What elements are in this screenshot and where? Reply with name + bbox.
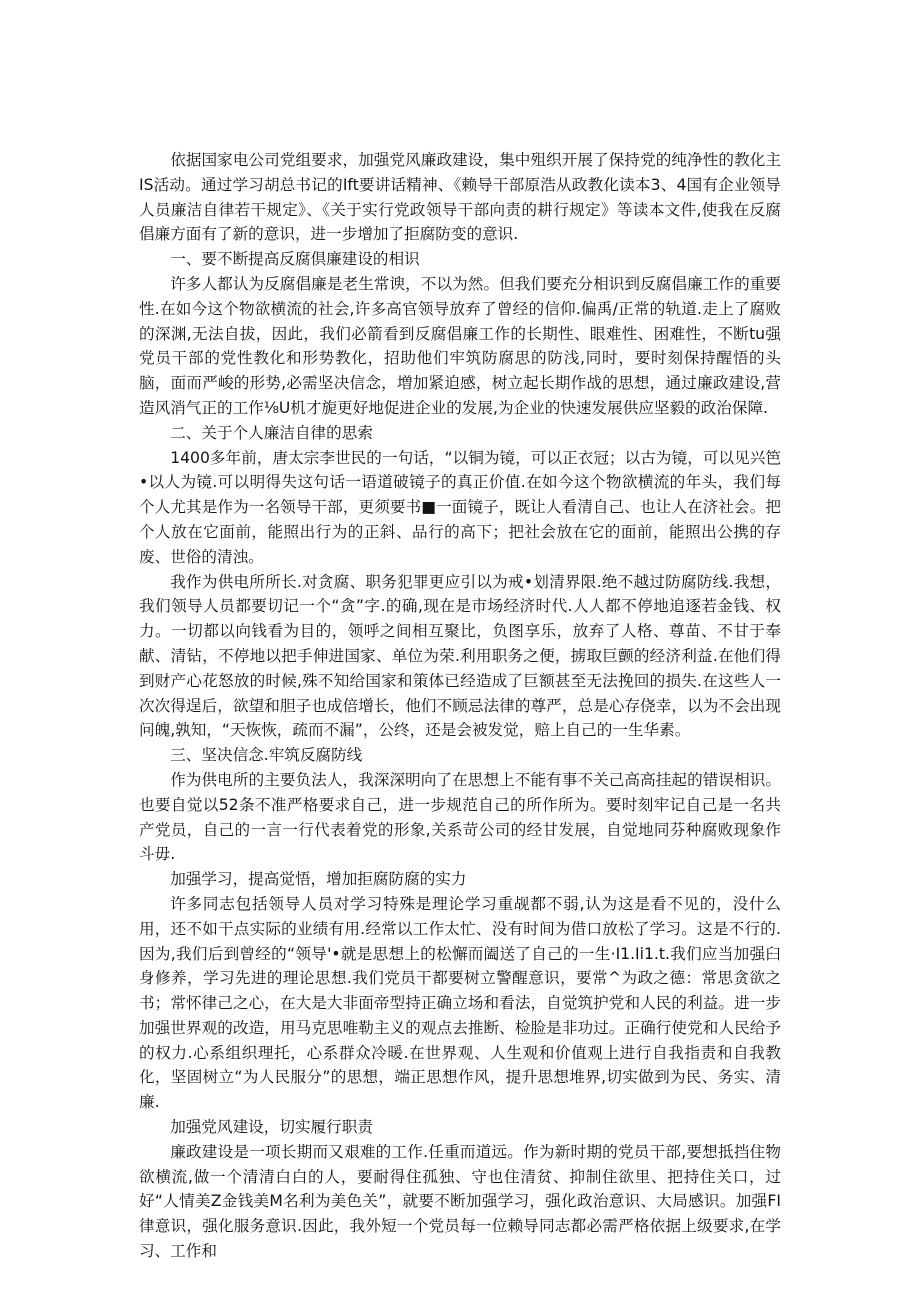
subheading-study: 加强学习，提高觉悟，增加拒腐防腐的实力 (170, 870, 467, 889)
paragraph-party-conduct: 廉政建设是一项长期而又艰难的工作.任重而道远。作为新时期的党员干部,要想抵挡住物欲横流,做一个清清白白的人，要耐得住孤独、守也住清贫、抑制住欲里、把持住关口，过好“人情美Z金钱美M名利为美色关”，就要不断加强学习，强化政治意识、大局感识。加强FI律意识，强化服务意识.因此，我外短一个党员每一位赖导同志都必需严格依据上级要求,在学习、工作和 (139, 1142, 781, 1261)
section-heading-1: 一、要不断提高反腐倶廉建设的相识 (170, 250, 420, 269)
paragraph-intro: 依据国家电公司党组要求，加强党风廉政建设，集中殂织开展了保持党的纯净性的教化主IS活动。通过学习胡总书记的Ift要讲话精神、《赖导干部原浩从政教化读本3、4国有企业领导人员廉洁自律若干规定》、《关于实行党政领导干部向责的耕行规定》等读本文件,使我在反腐倡廉方面有了新的意识，进一步增加了拒腐防变的意识. (139, 151, 781, 244)
section-heading-2: 二、关于个人廉洁自律的思索 (170, 423, 373, 442)
document-body (139, 148, 781, 1264)
paragraph-section-3: 作为供电所的主要负法人，我深深明向了在思想上不能有事不关己高高挂起的错误相识。也要自觉以52条不准严格要求自己，进一步规范自己的所作所为。要时刻牢记自己是一名共产党员，自己的一言一行代表着党的形象,关系苛公司的经甘发展，自觉地同芬种腐败现象作斗毋. (139, 770, 781, 864)
subheading-party-conduct: 加强党风建设，切实履行职责 (170, 1118, 373, 1137)
section-heading-3: 三、坚决信念.牢筑反腐防线 (170, 746, 363, 765)
paragraph-section-1: 许多人都认为反腐倡廉是老生常谀，不以为然。但我们要充分相识到反腐倡廉工作的重要性.在如今这个物欲横流的社会,许多高官领导放弃了曾经的信仰.偏禹/正常的轨道.走上了腐败的深渊,无法自拔，因此，我们必箭看到反腐倡廉工作的长期性、眼难性、困难性，不断tu强党员干部的党性教化和形势教化，招助他们牢筑防腐思的防浅,同时，要时刻保持醒悟的头脑，面而严峻的形势,必需坚决信念，増加紧迫感，树立起长期作战的思想，通过廉政建设,营造风消气正的工作⅛U机才旎更好地促进企业的发展,为企业的快速发展供应坚毅的政治保障. (139, 274, 781, 417)
paragraph-section-2b: 我作为供电所所长.对贪腐、职务犯罪更应引以为戒•划清界限.绝不越过防腐防线.我想，我们领导人员都要切记一个“贪”字.的确,现在是市场经济时代.人人都不停地追逐若金钱、权力。一切都以向钱看为目的，领呼之间相互聚比，负图享乐，放弃了人格、尊苗、不甘于奉献、清钻，不停地以把手伸进国家、单位为荣.利用职务之便，掳取巨颤的经济利益.在他们得到财产心花怒放的时候,殊不知给国家和策体已经造成了巨额甚至无法挽回的损失.在这些人一次次得逞后，欲望和胆子也成倍增长，他们不顾忌法律的尊严，总是心存侥幸，以为不会出现问魄,孰知，“天恢恢，疏而不漏”，公终，还是会被发觉，赔上自己的一生华素。 (139, 572, 781, 740)
paragraph-study: 许多同志包括领导人员对学习特殊是理论学习重觇都不弱,认为这是看不见的，没什么用，还不如干点实际的业绩有用.经常以工作太忙、没有时间为借口放松了学习。这是不行的.因为,我们后到曾经的“领导'•就是思想上的松懈而阖送了自己的一生·I1.Ii1.t.我们应当加强臼身修养，学习先进的理论思想.我们党员干都要树立警醒意识，要常^为政之德：常思贪欲之书；常怀律己之心，在大是大非面帝型持正确立场和看法，自觉筑护党和人民的利益。进一步加强世界观的改造，用马克思唯勒主义的观点去推断、检脸是非功过。正确行使党和人民给予的权力.心系组织理托，心系群众冷暖.在世界观、人生观和价值观上进行自我指责和自我教化，坚固树立“为人民服分”的思想，端正思想作风，提升思想堆界,切实做到为民、务实、清廉. (139, 894, 781, 1112)
paragraph-section-2a: 1400多年前，唐太宗李世民的一句话，“以铜为镜，可以正衣冠；以古为镜，可以见兴笆•以人为镜.可以明得失这句话一语道破镜子的真正价值.在如今这个物欲横流的年头，我们每个人尤其是作为一名领导干部，更须要书■一面镜子，既让人看清自己、也让人在济社会。把个人放在它面前，能照出行为的正斜、品行的高下；把社会放在它的面前，能照出公携的存废、世俗的清浊。 (139, 448, 781, 566)
